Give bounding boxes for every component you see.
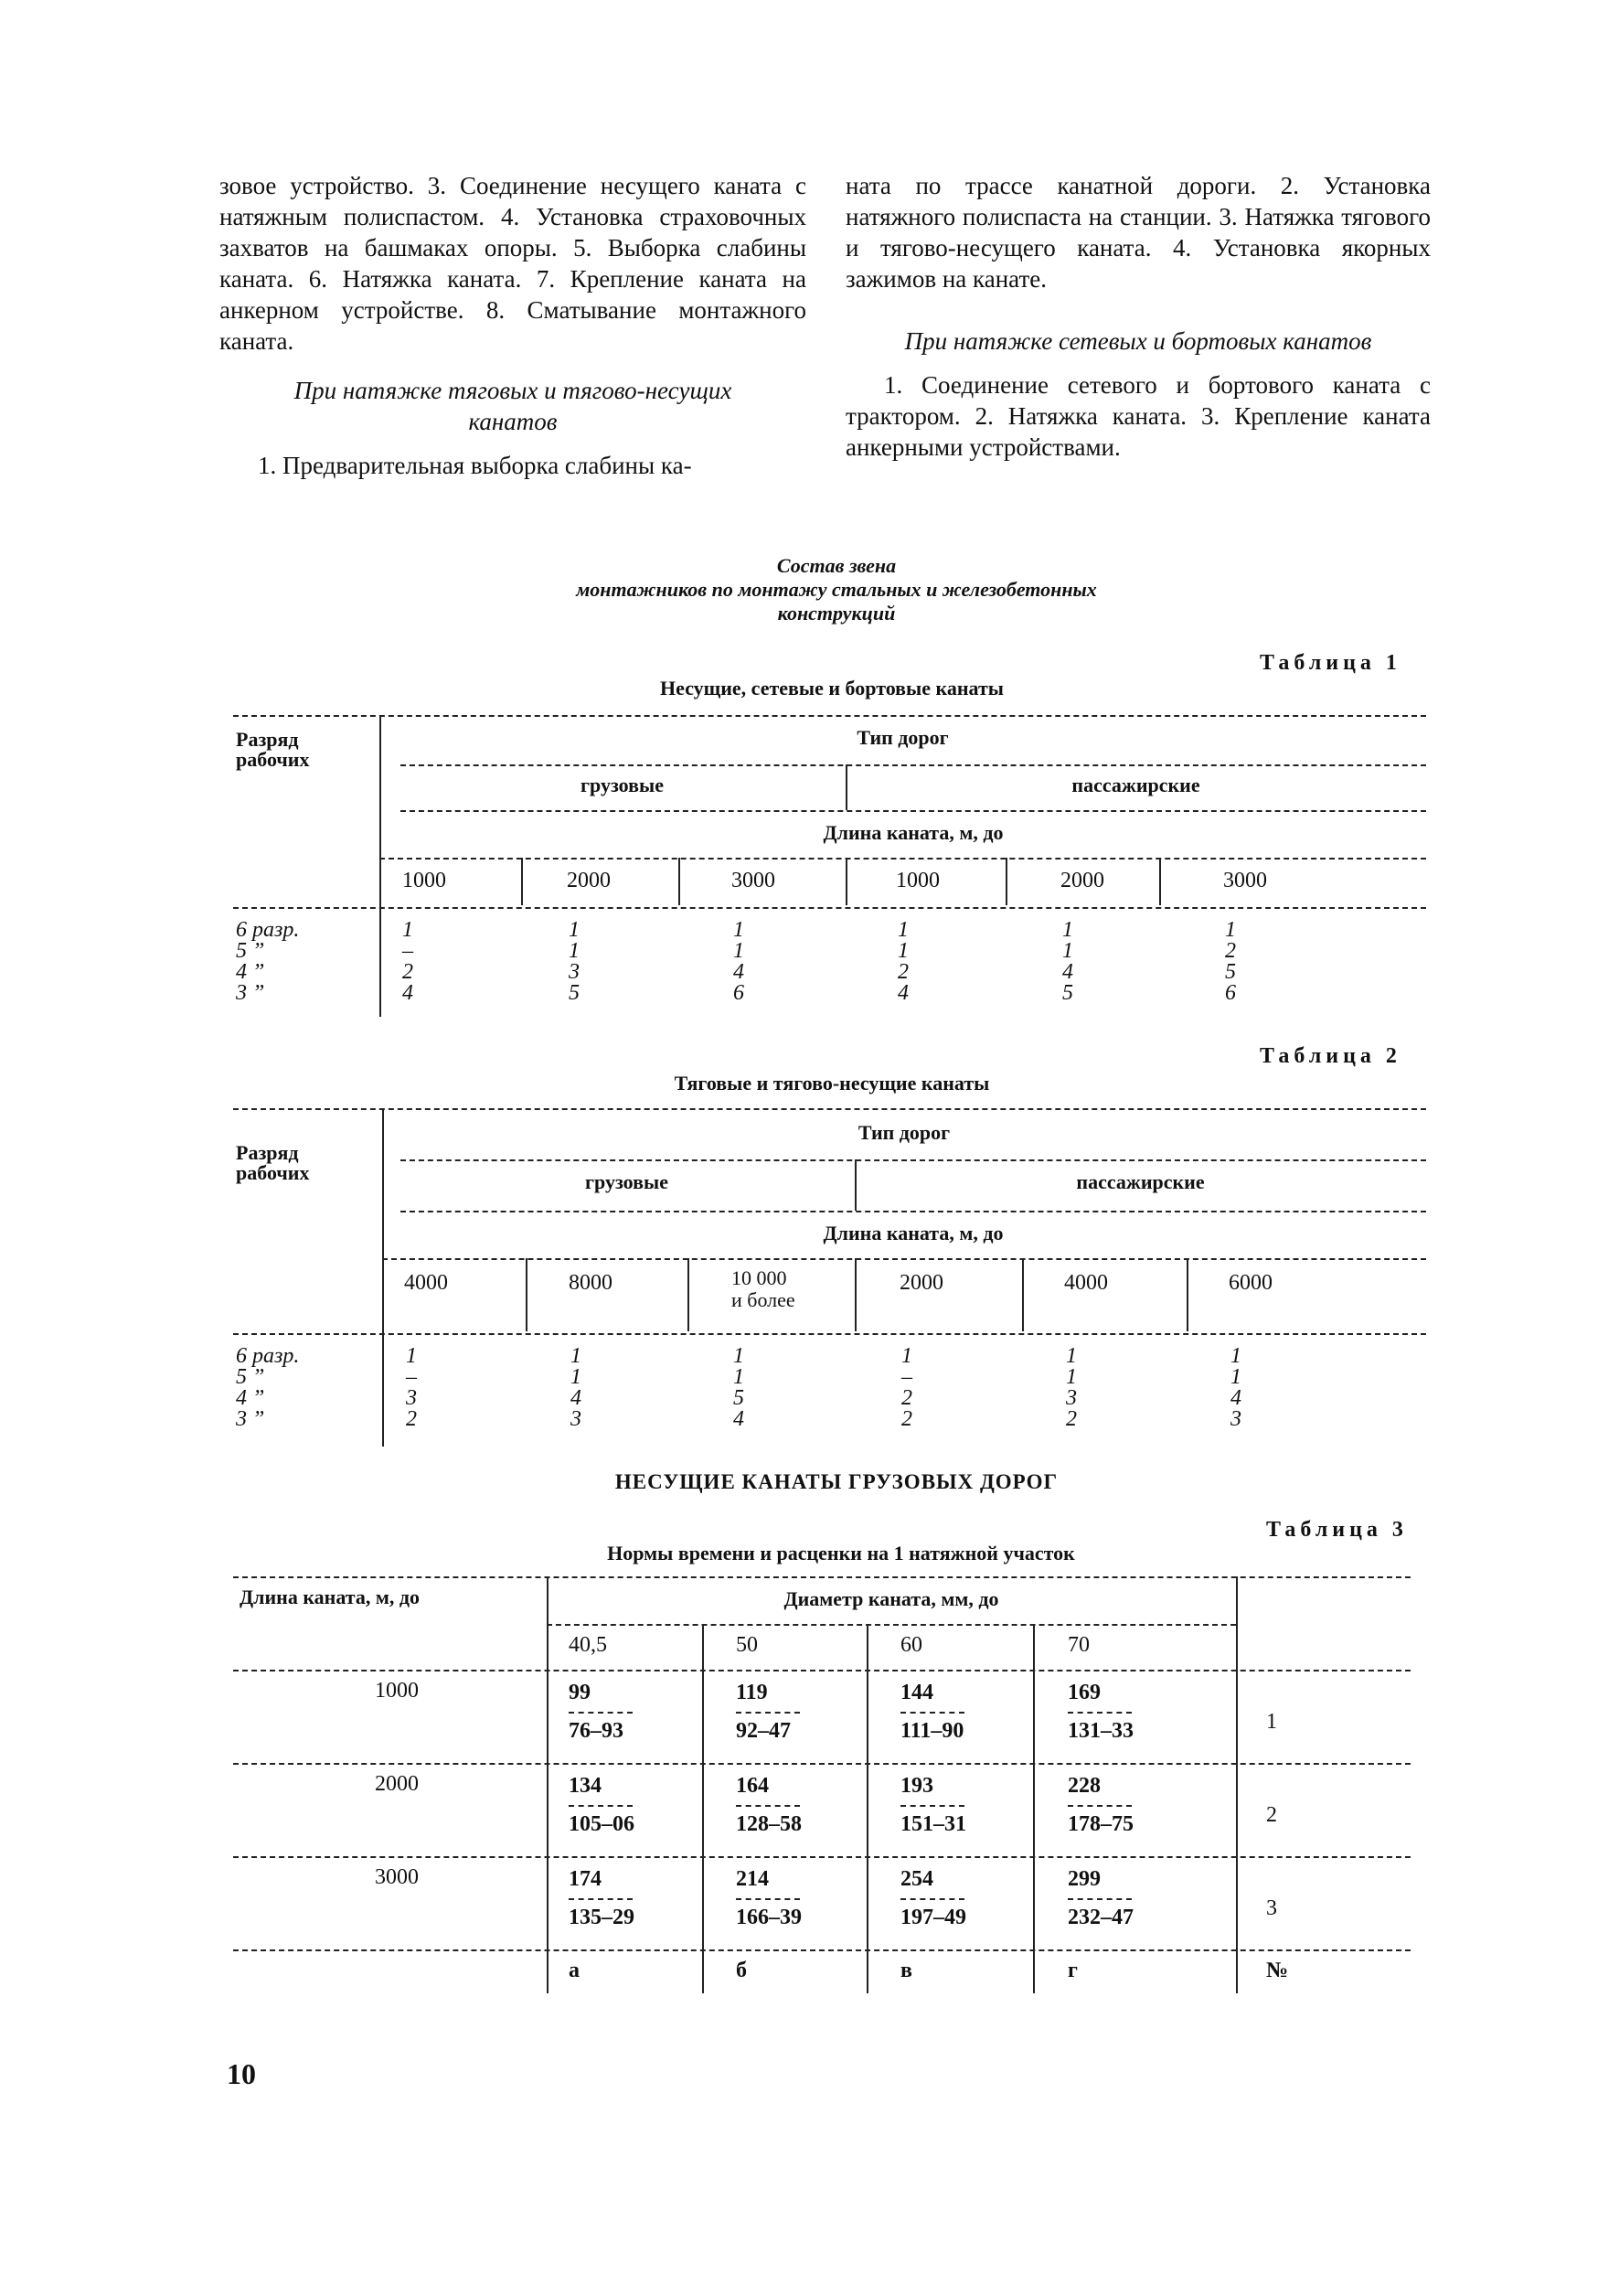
table3-cell	[1068, 1774, 1134, 1837]
table1-group-passenger: пассажирские	[1071, 774, 1200, 796]
table3-cell	[569, 1681, 633, 1744]
right-heading: При натяжке сетевых и бортовых канатов	[904, 327, 1372, 355]
table3-row-num: 3	[1266, 1896, 1277, 1920]
right-tail: 1. Соединение сетевого и бортового каната с трактором. 2. Натяжка каната. 3. Крепление каната анкерными устройствами.	[846, 371, 1431, 461]
table1-col-6: 3000	[1223, 869, 1267, 892]
left-heading: При натяжке тяговых и тягово-несущих канатов	[293, 377, 732, 435]
table3-cell	[900, 1867, 966, 1930]
time-norm: 299	[1068, 1867, 1101, 1891]
table1-col-sep	[1006, 858, 1007, 905]
table3-row-rule	[233, 1763, 1411, 1765]
table1-col-4: 1000	[896, 869, 940, 892]
rate: 111–90	[900, 1719, 964, 1743]
table1-col-5: 2000	[1060, 869, 1104, 892]
time-norm: 99	[569, 1681, 591, 1704]
table2-col-sep	[526, 1258, 527, 1331]
table2-rule-4	[382, 1258, 1426, 1260]
caption-line-2: монтажников по монтажу стальных и железобетонных	[576, 578, 1097, 601]
table2-values-4: 1 – 2 2	[901, 1344, 912, 1431]
table1-rule-2	[400, 764, 1426, 766]
rate: 166–39	[736, 1906, 802, 1929]
page-number: 10	[227, 2057, 256, 2090]
table1-top-rule	[233, 715, 1426, 717]
left-tail: 1. Предварительная выборка слабины ка-	[258, 452, 692, 479]
table2-col-2: 8000	[569, 1271, 612, 1295]
section-heading: НЕСУЩИЕ КАНАТЫ ГРУЗОВЫХ ДОРОГ	[614, 1470, 1059, 1493]
time-norm: 228	[1068, 1774, 1101, 1798]
table2-rule-5	[233, 1333, 1426, 1335]
rate: 105–06	[569, 1812, 634, 1836]
table2-values-6: 1 1 4 3	[1230, 1344, 1241, 1431]
time-norm: 254	[900, 1867, 933, 1891]
table2-length-header: Длина каната, м, до	[823, 1222, 1004, 1244]
table3-footer-g: г	[1068, 1959, 1078, 1982]
table2-rule-3	[400, 1211, 1426, 1212]
table3-col-3: 60	[900, 1633, 922, 1657]
table3-col-sep	[867, 1624, 868, 1993]
composition-caption	[402, 554, 1271, 625]
table1-col-2: 2000	[567, 869, 611, 892]
rate: 76–93	[569, 1719, 623, 1743]
table3-rule-2	[547, 1624, 1236, 1626]
table3-cell	[569, 1774, 634, 1837]
table2-group-passenger: пассажирские	[1076, 1170, 1205, 1193]
table3-row-rule	[233, 1949, 1411, 1951]
table1-stub-divider	[379, 715, 381, 1017]
caption-line-1: Состав звена	[776, 554, 897, 577]
table3-row-length: 2000	[375, 1772, 419, 1796]
table2-row-labels: 6 разр. 5 ” 4 ” 3 ”	[236, 1344, 300, 1431]
table3-title: Нормы времени и расценки на 1 натяжной участок	[607, 1542, 1075, 1564]
table2-top-rule	[233, 1108, 1426, 1110]
table3-col-4: 70	[1068, 1633, 1090, 1657]
table3-row-rule	[233, 1670, 1411, 1671]
table1-title: Несущие, сетевые и бортовые канаты	[660, 677, 1004, 699]
table2-col-3: 10 000 и более	[731, 1266, 795, 1311]
table3-col-1: 40,5	[569, 1633, 607, 1657]
table2-col-sep	[687, 1258, 689, 1331]
rate: 232–47	[1068, 1906, 1134, 1929]
time-norm: 174	[569, 1867, 602, 1891]
table2-col-sep	[855, 1258, 857, 1331]
table3-row-header: Длина каната, м, до	[240, 1586, 420, 1608]
table3-footer-num: №	[1266, 1959, 1289, 1982]
table3-row-length: 1000	[375, 1679, 419, 1703]
table1-label: Таблица 1	[1260, 651, 1401, 675]
table3-cell	[736, 1867, 802, 1930]
table3-footer-v: в	[900, 1959, 912, 1982]
right-column-text	[846, 170, 1431, 463]
table2-rule-2	[400, 1159, 1426, 1161]
table3-row-length: 3000	[375, 1865, 419, 1889]
table2-values-3: 1 1 5 4	[733, 1344, 744, 1431]
rate: 197–49	[900, 1906, 966, 1929]
time-norm: 193	[900, 1774, 933, 1798]
table1-row-header: Разряд рабочих	[236, 728, 310, 771]
time-norm: 169	[1068, 1681, 1101, 1704]
caption-line-3: конструкций	[777, 602, 896, 625]
table1-rule-3	[400, 810, 1426, 812]
rate: 178–75	[1068, 1812, 1134, 1836]
table1-type-header: Тип дорог	[857, 726, 949, 749]
table3-col-sep	[702, 1624, 704, 1993]
left-column-text	[219, 170, 806, 481]
table3-cell	[736, 1681, 800, 1744]
table3-diam-header: Диаметр каната, мм, до	[783, 1587, 999, 1610]
table2-col-sep	[1022, 1258, 1024, 1331]
rate: 135–29	[569, 1906, 634, 1929]
time-norm: 144	[900, 1681, 933, 1704]
table2-values-5: 1 1 3 2	[1066, 1344, 1077, 1431]
table2-col-5: 4000	[1064, 1271, 1108, 1295]
table1-rule-5	[233, 907, 1426, 909]
table3-cell	[900, 1774, 966, 1837]
table1-length-header: Длина каната, м, до	[823, 821, 1004, 844]
table2-col-sep	[1187, 1258, 1188, 1331]
table1-group-cargo: грузовые	[580, 774, 664, 796]
left-paragraph: зовое устройство. 3. Соединение несущего каната с натяжным полиспастом. 4. Установка страховочных захватов на башмаках опоры. 5. Выборка слабины каната. 6. Натяжка каната. 7. Крепление каната на анкерном устройстве. 8. Сматывание монтажного каната.	[219, 172, 806, 355]
table1-values-2: 1 1 3 5	[569, 918, 580, 1005]
time-norm: 134	[569, 1774, 602, 1798]
table1-col-sep	[846, 858, 847, 905]
table2-label: Таблица 2	[1260, 1044, 1401, 1068]
table1-values-5: 1 1 4 5	[1062, 918, 1073, 1005]
table3-cell	[569, 1867, 634, 1930]
table2-col-6: 6000	[1229, 1271, 1273, 1295]
table2-title: Тяговые и тягово-несущие канаты	[674, 1072, 990, 1095]
time-norm: 164	[736, 1774, 769, 1798]
table1-row-labels: 6 разр. 5 ” 4 ” 3 ”	[236, 918, 300, 1005]
table3-cell	[1068, 1867, 1134, 1930]
table2-col-4: 2000	[900, 1271, 943, 1295]
table3-cell	[1068, 1681, 1134, 1744]
table3-label: Таблица 3	[1266, 1518, 1408, 1542]
table3-row-num: 2	[1266, 1803, 1277, 1827]
table3-stub-divider	[547, 1576, 549, 1993]
rate: 131–33	[1068, 1719, 1134, 1743]
table3-cell	[736, 1774, 802, 1837]
table1-values-1: 1 – 2 4	[402, 918, 413, 1005]
time-norm: 119	[736, 1681, 768, 1704]
table2-values-1: 1 – 3 2	[406, 1344, 417, 1431]
table3-cell	[900, 1681, 964, 1744]
table3-row-rule	[233, 1856, 1411, 1858]
table2-row-header: Разряд рабочих	[236, 1141, 310, 1184]
table2-stub-divider	[382, 1108, 384, 1447]
rate: 151–31	[900, 1812, 966, 1836]
table2-col-1: 4000	[404, 1271, 448, 1295]
table1-col-sep	[521, 858, 523, 905]
table1-values-3: 1 1 4 6	[733, 918, 744, 1005]
table1-rule-4	[379, 858, 1426, 860]
table2-group-cargo: грузовые	[585, 1170, 668, 1193]
table3-num-divider	[1236, 1576, 1238, 1993]
rate: 92–47	[736, 1719, 791, 1743]
table1-values-6: 1 2 5 6	[1225, 918, 1236, 1005]
table1-col-3: 3000	[731, 869, 775, 892]
table3-row-num: 1	[1266, 1710, 1277, 1734]
table3-col-2: 50	[736, 1633, 758, 1657]
rate: 128–58	[736, 1812, 802, 1836]
table3-footer-b: б	[736, 1959, 747, 1982]
table2-values-2: 1 1 4 3	[570, 1344, 581, 1431]
table2-type-header: Тип дорог	[857, 1121, 951, 1144]
time-norm: 214	[736, 1867, 769, 1891]
table3-top-rule	[233, 1576, 1411, 1578]
table1-values-4: 1 1 2 4	[898, 918, 909, 1005]
table3-col-sep	[1033, 1624, 1035, 1993]
table3-footer-a: а	[569, 1959, 580, 1982]
right-paragraph: ната по трассе канатной дороги. 2. Установка натяжного полиспаста на станции. 3. Натяжка тягового и тягово-несущего каната. 4. Установка якорных зажимов на канате.	[846, 172, 1431, 293]
table1-col-sep	[1159, 858, 1161, 905]
table1-col-1: 1000	[402, 869, 446, 892]
table1-col-sep	[678, 858, 680, 905]
